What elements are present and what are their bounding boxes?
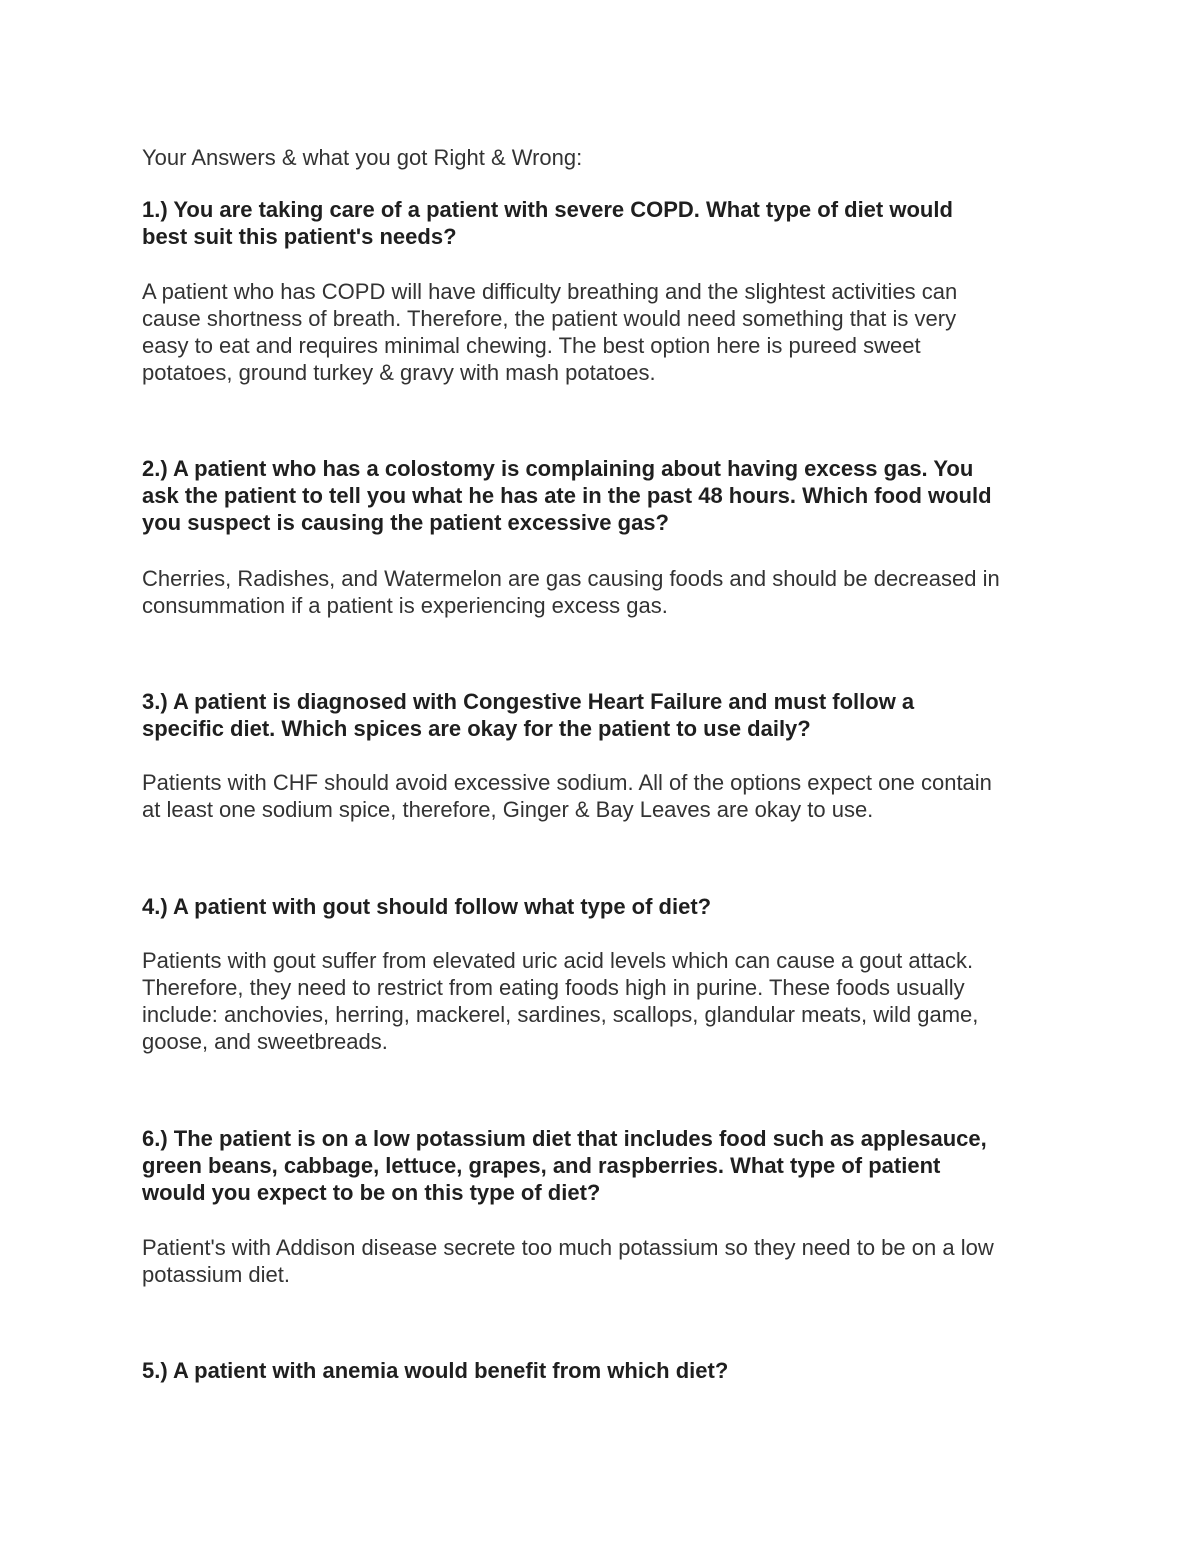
question-5-line-1: 5.) A patient with anemia would benefit from which diet? bbox=[142, 1358, 729, 1383]
answer-6 bbox=[142, 1234, 1072, 1288]
question-2-line-3: you suspect is causing the patient excessive gas? bbox=[142, 510, 669, 535]
question-6-line-2: green beans, cabbage, lettuce, grapes, and raspberries. What type of patient bbox=[142, 1153, 941, 1178]
question-5 bbox=[142, 1357, 1072, 1384]
answer-3-line-2: at least one sodium spice, therefore, Ginger & Bay Leaves are okay to use. bbox=[142, 797, 874, 822]
question-2 bbox=[142, 455, 1072, 536]
answer-4-line-1: Patients with gout suffer from elevated uric acid levels which can cause a gout attack. bbox=[142, 948, 974, 973]
page-heading: Your Answers & what you got Right & Wrong: bbox=[142, 145, 583, 170]
answer-4 bbox=[142, 947, 1072, 1055]
question-6-line-1: 6.) The patient is on a low potassium diet that includes food such as applesauce, bbox=[142, 1126, 987, 1151]
answer-1-line-3: easy to eat and requires minimal chewing. The best option here is pureed sweet bbox=[142, 333, 921, 358]
question-1-line-1: 1.) You are taking care of a patient with severe COPD. What type of diet would bbox=[142, 197, 953, 222]
answer-2-line-1: Cherries, Radishes, and Watermelon are gas causing foods and should be decreased in bbox=[142, 566, 1000, 591]
question-3-line-1: 3.) A patient is diagnosed with Congestive Heart Failure and must follow a bbox=[142, 689, 915, 714]
question-4 bbox=[142, 893, 1072, 920]
answer-1-line-1: A patient who has COPD will have difficulty breathing and the slightest activities can bbox=[142, 279, 958, 304]
answer-4-line-2: Therefore, they need to restrict from eating foods high in purine. These foods usually bbox=[142, 975, 965, 1000]
question-1-line-2: best suit this patient's needs? bbox=[142, 224, 457, 249]
answer-1-line-2: cause shortness of breath. Therefore, the patient would need something that is very bbox=[142, 306, 957, 331]
question-1 bbox=[142, 196, 1072, 250]
answer-1 bbox=[142, 278, 1072, 386]
answer-2-line-2: consummation if a patient is experiencing excess gas. bbox=[142, 593, 668, 618]
answer-2 bbox=[142, 565, 1072, 619]
answer-6-line-2: potassium diet. bbox=[142, 1262, 290, 1287]
question-6-line-3: would you expect to be on this type of diet? bbox=[142, 1180, 601, 1205]
answer-1-line-4: potatoes, ground turkey & gravy with mash potatoes. bbox=[142, 360, 656, 385]
question-3 bbox=[142, 688, 1072, 742]
question-2-line-2: ask the patient to tell you what he has ate in the past 48 hours. Which food would bbox=[142, 483, 992, 508]
question-2-line-1: 2.) A patient who has a colostomy is complaining about having excess gas. You bbox=[142, 456, 974, 481]
answer-4-line-3: include: anchovies, herring, mackerel, sardines, scallops, glandular meats, wild game, bbox=[142, 1002, 979, 1027]
question-4-line-1: 4.) A patient with gout should follow what type of diet? bbox=[142, 894, 712, 919]
answer-6-line-1: Patient's with Addison disease secrete too much potassium so they need to be on a low bbox=[142, 1235, 994, 1260]
question-3-line-2: specific diet. Which spices are okay for the patient to use daily? bbox=[142, 716, 811, 741]
answer-4-line-4: goose, and sweetbreads. bbox=[142, 1029, 388, 1054]
answer-3 bbox=[142, 769, 1072, 823]
question-6 bbox=[142, 1125, 1072, 1206]
answer-3-line-1: Patients with CHF should avoid excessive sodium. All of the options expect one contain bbox=[142, 770, 992, 795]
